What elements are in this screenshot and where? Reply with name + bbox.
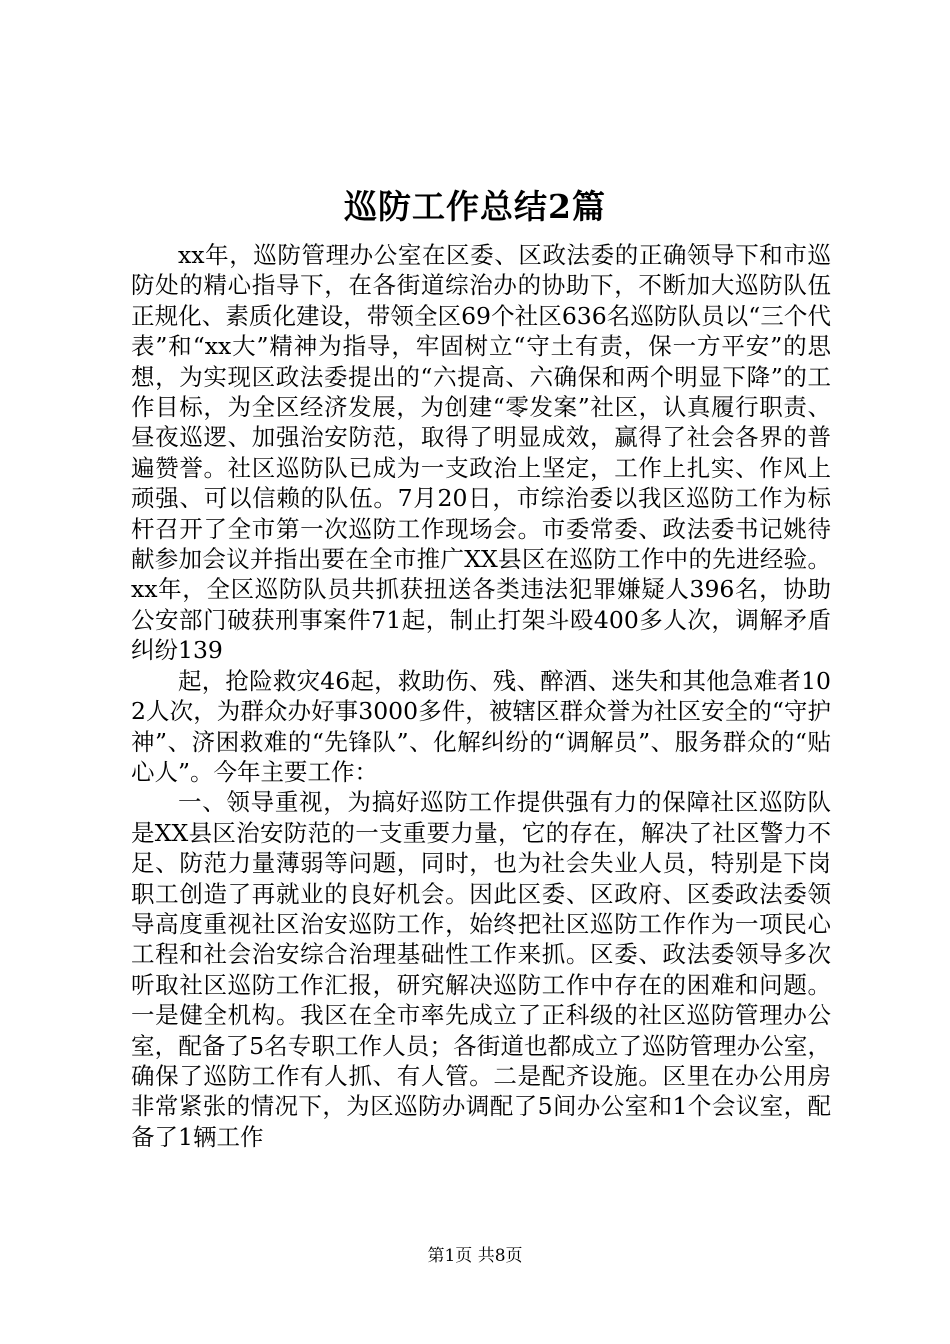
- document-body: [131, 240, 831, 1152]
- page-footer: 第1页 共8页: [427, 1246, 523, 1266]
- paragraph-2: 起，抢险救灾46起，救助伤、残、醉酒、迷失和其他急难者102人次，为群众办好事3000多件，被辖区群众誉为社区安全的“守护神”、济困救难的“先锋队”、化解纠纷的“调解员”、服务群众的“贴心人”。今年主要工作：: [131, 666, 831, 786]
- document-title: 巡防工作总结2篇: [344, 187, 606, 226]
- paragraph-3: 一、领导重视，为搞好巡防工作提供强有力的保障社区巡防队是XX县区治安防范的一支重要力量，它的存在，解决了社区警力不足、防范力量薄弱等问题，同时，也为社会失业人员，特别是下岗职工创造了再就业的良好机会。因此区委、区政府、区委政法委领导高度重视社区治安巡防工作，始终把社区巡防工作作为一项民心工程和社会治安综合治理基础性工作来抓。区委、政法委领导多次听取社区巡防工作汇报，研究解决巡防工作中存在的困难和问题。一是健全机构。我区在全市率先成立了正科级的社区巡防管理办公室，配备了5名专职工作人员；各街道也都成立了巡防管理办公室，确保了巡防工作有人抓、有人管。二是配齐设施。区里在办公用房非常紧张的情况下，为区巡防办调配了5间办公室和1个会议室，配备了1辆工作: [131, 788, 831, 1151]
- paragraph-1: xx年，巡防管理办公室在区委、区政法委的正确领导下和市巡防处的精心指导下，在各街道综治办的协助下，不断加大巡防队伍正规化、素质化建设，带领全区69个社区636名巡防队员以“三个代表”和“xx大”精神为指导，牢固树立“守土有责，保一方平安”的思想，为实现区政法委提出的“六提高、六确保和两个明显下降”的工作目标，为全区经济发展，为创建“零发案”社区，认真履行职责、昼夜巡逻、加强治安防范，取得了明显成效，赢得了社会各界的普遍赞誉。社区巡防队已成为一支政治上坚定，工作上扎实、作风上顽强、可以信赖的队伍。7月20日，市综治委以我区巡防工作为标杆召开了全市第一次巡防工作现场会。市委常委、政法委书记姚待献参加会议并指出要在全市推广XX县区在巡防工作中的先进经验。xx年，全区巡防队员共抓获扭送各类违法犯罪嫌疑人396名，协助公安部门破获刑事案件71起，制止打架斗殴400多人次，调解矛盾纠纷139: [131, 241, 831, 665]
